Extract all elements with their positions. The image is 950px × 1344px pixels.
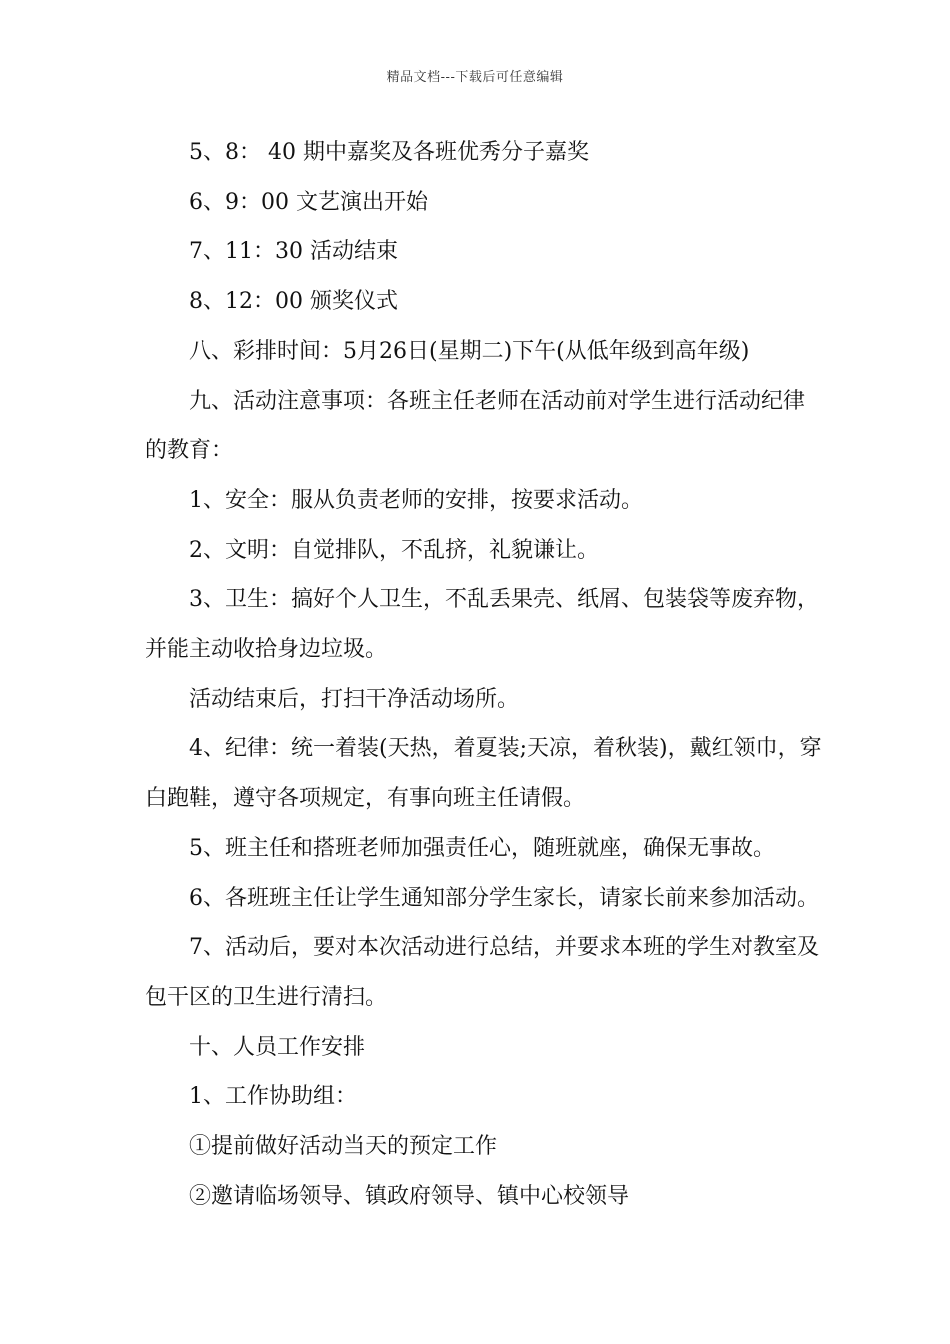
page-header: 精品文档---下载后可任意编辑 [386,70,564,85]
task-item-1: ①提前做好活动当天的预定工作 [189,1134,498,1160]
summary-rule: 7、活动后，要对本次活动进行总结，并要求本班的学生对教室及包干区的卫生进行清扫。 [145,935,819,1010]
paragraph-item-8: 8、12：00 颁奖仪式 [189,289,398,315]
paragraph-item-7: 7、11：30 活动结束 [189,239,398,265]
paragraph-item-5: 5、8： 40 期中嘉奖及各班优秀分子嘉奖 [189,140,589,165]
task-item-2: ②邀请临场领导、镇政府领导、镇中心校领导 [189,1183,630,1209]
cleanup-note: 活动结束后，打扫干净活动场所。 [189,686,520,712]
document-body [145,128,825,1221]
safety-rule: 1、安全：服从负责老师的安排，按要求活动。 [189,487,643,513]
assist-group-heading: 1、工作协助组： [189,1084,357,1110]
discipline-rule: 4、纪律：统一着装(天热，着夏装;天凉，着秋装)，戴红领巾，穿白跑鞋，遵守各项规定，有事向班主任请假。 [145,736,822,812]
precautions-heading: 九、活动注意事项：各班主任老师在活动前对学生进行活动纪律的教育： [145,388,806,464]
paragraph-item-6: 6、9：00 文艺演出开始 [189,189,428,215]
hygiene-rule: 3、卫生：搞好个人卫生，不乱丢果壳、纸屑、包装袋等废弃物，并能主动收拾身边垃圾。 [145,587,819,663]
civility-rule: 2、文明：自觉排队，不乱挤，礼貌谦让。 [189,537,599,563]
rehearsal-time: 八、彩排时间：5月26日(星期二)下午(从低年级到高年级) [189,338,750,364]
parent-notice: 6、各班班主任让学生通知部分学生家长，请家长前来参加活动。 [189,885,819,911]
staff-heading: 十、人员工作安排 [189,1034,366,1060]
teacher-responsibility: 5、班主任和搭班老师加强责任心，随班就座，确保无事故。 [189,835,775,861]
